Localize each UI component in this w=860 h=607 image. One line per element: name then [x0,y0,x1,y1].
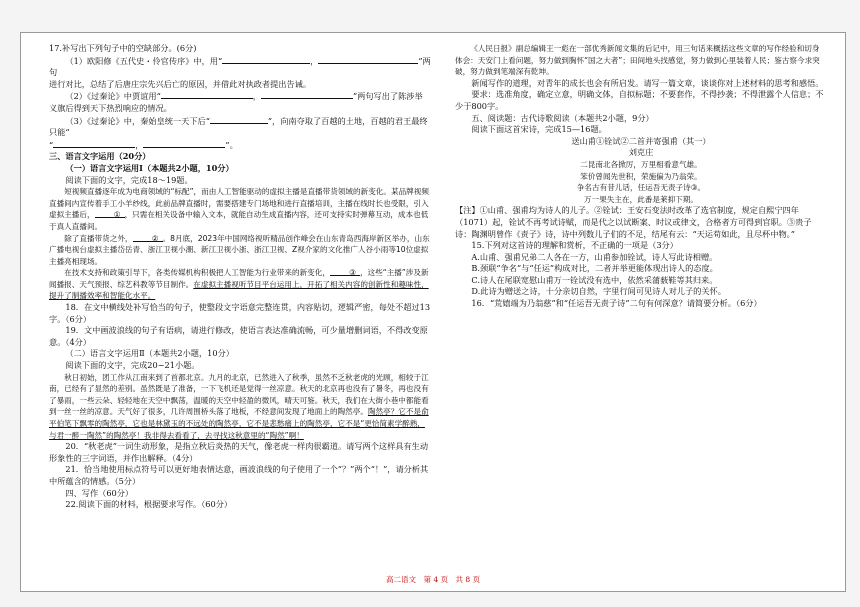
q17-1-text-c: ”两句 [49,55,431,78]
q17-heading: 17.补写出下列句子中的空缺部分。(6分) [49,43,197,53]
poem-line: 二昆南北各掀厉，万里相看意气雄。 [580,159,702,169]
q17-3-text-a: （3）《过秦论》中，秦始皇统一天下后“ [65,115,210,126]
answer-blank[interactable] [53,139,135,148]
q17-2-text-c: ”两句写出了陈涉举 [352,91,423,102]
subsection-1-heading: （一）语言文字运用Ⅰ（本题共2小题，10分） [65,162,234,173]
p3-text-a: 在技术支持和政策引导下，各类传媒机构积极把人工智能为行业带来的新变化， [64,268,330,278]
q17-2-cont: 义旗后得到天下热烈响应的情况。 [49,102,172,113]
q17-1-cont: 进行对比，总结了后唐庄宗先兴后亡的原因，并借此对执政者提出告诫。 [49,78,312,89]
q17-1-comma: ， [310,55,319,66]
poem-line: 笨价曾闻先世积，荣施偏为乃翁荣。 [580,171,702,181]
question-22: 22.阅读下面的材料，根据要求写作。（60分） [65,499,233,510]
q17-item-3 [49,115,432,139]
answer-blank[interactable] [222,55,310,64]
blank-3-number: ③ [349,268,356,278]
right-column [455,43,827,310]
question-19: 19．文中画波浪线的句子有语病，请进行修改，使语言表达准确流畅，可少量增删词语，不得改变原意。（4分） [49,325,428,347]
blank-2-number: ② [151,233,159,243]
q17-item-1 [49,55,432,79]
subsection-2-heading: （二）语言文字运用Ⅱ（本题共2小题，10分） [65,348,234,359]
q17-item-2 [49,90,432,103]
poem [455,136,827,206]
q17-3-end: ”。 [225,139,238,150]
blank-1[interactable] [95,209,125,218]
p1-text-b: ，只需在相关设备中输入文本，就能自动生成直播内容，还可支持实时弹幕互动，成本也低于真人直播间。 [49,210,429,231]
question-15: 15.下列对这首诗的理解和赏析，不正确的一项是（3分） [471,240,678,251]
wavy-underline-sentence: 在虚拟主播视听节目平台运用上，开拓了相关内容的创新性和趣味性，提升了制播效率和智能化水平。 [49,279,429,301]
left-column [49,43,432,511]
section-5-heading: 五、阅读题：古代诗歌阅读（本题共2小题，9分） [471,112,654,123]
q17-2-comma: ， [252,91,261,102]
q17-3-cont: “ ， ”。 [49,139,238,150]
q15-option-c: C.诗人在尾联宽慰山甫万一铨试没有选中，依然采蒲薮鞋等其归来。 [471,274,718,285]
passage-1-para-2 [49,233,432,268]
question-18: 18．在文中横线处补写恰当的句子，使整段文字语意完整连贯，内容贴切，逻辑严密，每处不超过13字。（6分） [49,302,431,324]
p3-text-b: ，这些“主播”涉及新闻播报、天气预报、综艺科教等节目制作。 [49,268,429,289]
writing-prompt: 新闻写作的道理，对青年的成长也会有所启发。请写一篇文章，谈谈你对上述材料的思考和感悟。 [471,77,824,88]
answer-blank[interactable] [161,90,253,99]
writing-requirements: 要求：选准角度，确定立意，明确文体，自拟标题；不要套作，不得抄袭；不得泄露个人信息；不少于800字。 [455,89,824,111]
poem-title: 送山甫①铨试②二首并寄强甫（其一） [571,135,711,146]
answer-blank[interactable] [210,115,268,124]
section-4-heading: 四、写作（60分） [65,487,134,498]
page-footer: 高二语文 第 4 页 共 8 页 [385,575,481,584]
q17-2-text-a: （2）《过秦论》中贾谊用“ [65,91,161,102]
reading-instruction-2: 阅读下面的文字，完成20~21小题。 [65,360,200,371]
answer-blank[interactable] [143,139,225,148]
poem-line: 争名古有昔儿话，任运吾无责子诗③。 [576,183,706,193]
blank-1-number: ① [113,210,121,220]
passage-1-para-3 [49,267,432,302]
p2-text-b: 。8月底，2023年中国网络视听精品创作峰会在山东青岛西海岸新区举办，山东广播电视台虚拟主播岱岳青、浙江卫视小潮、新江卫视小浙、浙江卫视、Z视介家的文化推广人谷小雨等10位虚拟主播亮相现场。 [49,233,430,266]
answer-blank[interactable] [261,90,353,99]
q17-3-text-b: ”，向南夺取了百越的土地，百越的君王最终只能“ [49,115,428,138]
question-21: 21．恰当地使用标点符号可以更好地表情达意，画波浪线的句子使用了一个“？”两个“！”，请分析其中所蕴含的情感。（5分） [49,464,429,486]
poem-author: 刘克庄 [628,147,654,158]
q17-3-comma: ， [135,139,144,150]
p1-text: 短视频直播逐年成为电商领域的“标配”，而由人工智能驱动的虚拟主播是直播带货领域的新变化。某品牌视频直播间内宣传着手工小羊纱线，此前品牌直播时，需要搭建专门场地和进行直播培训，主播在线时长也受限，引入虚拟主播后， [49,187,429,220]
passage-1-para-1 [49,186,432,232]
p4-text: 秋日初始，团工作从江南来到了首都北京。九月的北京，已然进入了秋季，虽然不乏秋老虎的光顾，相较于江南，已经有了显然的差别。虽然既是了准备，一下飞机还是觉得一丝凉意。秋天的北京再也没有了暑冬，再也没有了暴雨，一些云朵、轻轻地在天空中飘荡，温暖的天空中轻盈的微风，晴天可鉴。秋天，我们在大街小巷中都能看到一丝一丝的凉意。天气好了很多，几许周围桥头落了地板，不经意间发现了地面上的陶然亭。 [49,372,429,417]
wavy-underline-passage: 陶然亭？它不是俞平伯笔下飘零的陶然亭，它也是林黛玉的不远处的陶然亭，它不是悲愁痛上的陶然亭，它不是“更恰简素学醉熟，与君一醉一陶然”的陶然亭！我非得去看看了，去寻找这秋意里的“陶然”啊！ [49,407,429,440]
q15-option-d: D.此诗为赠送之诗，十分亲切自然，字里行间可见诗人对儿子的关怀。 [471,286,726,297]
q15-option-a: A.山甫、强甫兄弟二人各在一方，山甫参加铨试，诗人写此诗相赠。 [471,251,718,262]
blank-3[interactable] [330,267,360,276]
section-3-heading: 三、语言文字运用（20分） [49,151,151,162]
blank-2[interactable] [133,233,163,242]
exam-page [20,32,846,592]
reading-instruction-1: 阅读下面的文字，完成18～19题。 [65,174,193,185]
passage-2 [49,372,432,442]
poem-line: 万一果失主在，此番是莱抑下期。 [584,194,698,204]
poem-notes: 【注】①山甫、强甫均为诗人的儿子。②铨试：王安石变法时改革了选官制度，规定自熙宁四年（1071）起，铨试不再考试诗赋，而是代之以试断案、时议或律文，合格者方可得到官职。③贵子诗：陶渊明曾作《责子》诗，诗中列数儿子们的不足，结尾有云：“天运苟如此，且尽杯中物。” [455,205,812,239]
q17-1-text-a: （1）欧阳修《五代史・伶官传序》中，用“ [65,55,223,66]
reading-instruction-3: 阅读下面这首宋诗，完成15—16题。 [471,124,607,135]
question-16: 16．“荒嬉端为乃翁慈”和“任运吾无责子诗”二句有何深意？请简要分析。（6分） [471,298,762,309]
p2-text-a: 除了直播带货之外， [64,233,133,243]
answer-blank[interactable] [318,55,418,64]
q15-option-b: B.颈联“争名”与“任运”构成对比，二者并举更能体现出诗人的态度。 [471,263,718,274]
writing-material: 《人民日报》副总编辑王一彪在一部优秀新闻文集的后记中，用三句话来概括这些文章的写作经验和切身体会：天安门上看问题，努力做到胸怀“国之大者”；田间地头找感觉，努力做到心里装着人民；鉴古察今求突破，努力做到笔端深有乾坤。 [455,44,820,77]
question-20: 20．“秋老虎”一词生动形象，是指立秋后炎热的天气，像老虎一样肉很霸道。请写两个这样具有生动形象性的三字词语，并作出解释。（4分） [49,441,429,463]
